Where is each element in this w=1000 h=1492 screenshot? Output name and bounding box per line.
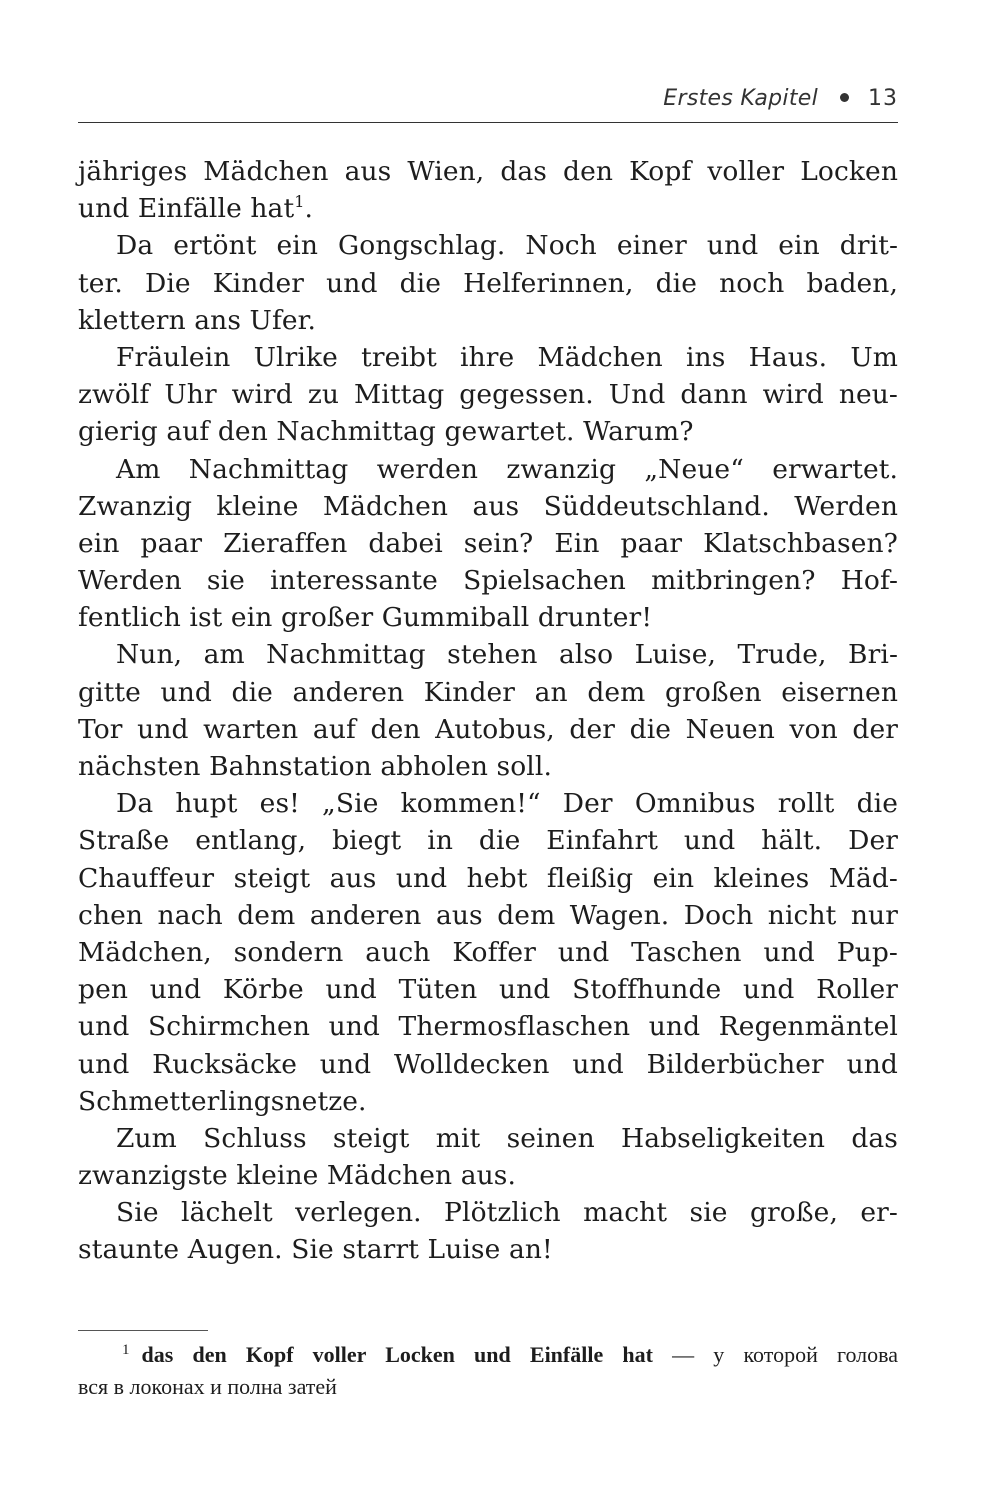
text-line — [78, 265, 898, 302]
line-text: staunte Augen. Sie starrt Luise an! — [78, 1234, 553, 1266]
text-line — [78, 1046, 898, 1083]
footnote-mark: 1 — [122, 1341, 130, 1358]
text-line — [78, 748, 898, 785]
footnote-line-2: вся в локонах и полна затей — [78, 1374, 337, 1399]
line-text: Straße entlang, biegt in die Einfahrt und hält. Der — [78, 825, 898, 857]
footnote-reference: 1 — [294, 192, 305, 212]
text-line — [78, 153, 898, 190]
chapter-title: Erstes Kapitel — [663, 86, 818, 111]
footnote-divider — [78, 1330, 208, 1331]
text-line — [78, 1008, 898, 1045]
running-header — [78, 82, 898, 123]
line-text: und Rucksäcke und Wolldecken und Bilderbücher und — [78, 1048, 898, 1080]
line-text: Werden sie interessante Spielsachen mitbringen? Hof- — [78, 565, 898, 597]
line-text: klettern ans Ufer. — [78, 304, 317, 336]
line-text: zwanzigste kleine Mädchen aus. — [78, 1160, 516, 1192]
line-text: pen und Körbe und Tüten und Stoffhunde und Roller — [78, 974, 898, 1006]
line-text: jähriges Mädchen aus Wien, das den Kopf voller Locken — [78, 156, 898, 187]
text-line — [78, 897, 898, 934]
text-line — [78, 674, 898, 711]
text-line — [78, 1083, 898, 1120]
text-line — [78, 339, 898, 376]
text-line — [78, 376, 898, 413]
text-line — [78, 1157, 898, 1194]
line-text: Nun, am Nachmittag stehen also Luise, Trude, Bri- — [116, 639, 898, 671]
text-line — [78, 711, 898, 748]
text-line — [78, 822, 898, 859]
footnote — [78, 1339, 898, 1403]
line-text: fentlich ist ein großer Gummiball drunter! — [78, 602, 653, 634]
footnote-line-1 — [78, 1339, 898, 1371]
line-text: Da hupt es! „Sie kommen!“ Der Omnibus rollt die — [116, 788, 898, 820]
text-line — [78, 413, 898, 450]
line-text: Chauffeur steigt aus und hebt fleißig ein kleines Mäd- — [78, 862, 898, 894]
text-line — [78, 562, 898, 599]
line-text: gierig auf den Nachmittag gewartet. Warum? — [78, 416, 694, 448]
text-line — [78, 1231, 898, 1268]
line-text: und Einfälle hat — [78, 193, 295, 225]
text-line — [78, 971, 898, 1008]
bullet-separator — [840, 93, 849, 102]
line-punctuation: . — [304, 193, 314, 225]
footnote-term: das den Kopf voller Locken und Einfälle hat — [141, 1342, 653, 1367]
header-content — [663, 86, 898, 111]
text-line — [78, 636, 898, 673]
text-line — [78, 860, 898, 897]
text-line — [78, 599, 898, 636]
text-line — [78, 934, 898, 971]
line-text: und Schirmchen und Thermosflaschen und Regenmäntel — [78, 1011, 898, 1043]
line-text: ter. Die Kinder und die Helferinnen, die noch baden, — [78, 267, 898, 299]
line-text: Schmetterlingsnetze. — [78, 1085, 367, 1117]
text-line — [78, 1120, 898, 1157]
text-line — [78, 488, 898, 525]
line-text: ein paar Zieraffen dabei sein? Ein paar Klatschbasen? — [78, 527, 898, 559]
line-text: Sie lächelt verlegen. Plötzlich macht sie große, er- — [116, 1197, 898, 1229]
text-line — [78, 190, 898, 227]
line-text: Zwanzig kleine Mädchen aus Süddeutschland. Werden — [78, 490, 898, 522]
body-text — [78, 153, 898, 1269]
text-line — [78, 1194, 898, 1231]
line-text: chen nach dem anderen aus dem Wagen. Doch nicht nur — [78, 899, 898, 931]
text-line — [78, 302, 898, 339]
line-text: Tor und warten auf den Autobus, der die Neuen von der — [78, 713, 898, 745]
line-text: Fräulein Ulrike treibt ihre Mädchen ins Haus. Um — [116, 341, 898, 373]
page-number: 13 — [868, 86, 898, 111]
text-line — [78, 525, 898, 562]
line-text: Zum Schluss steigt mit seinen Habseligkeiten das — [116, 1122, 898, 1154]
line-text: Mädchen, sondern auch Koffer und Taschen und Pup- — [78, 936, 898, 968]
text-line — [78, 785, 898, 822]
line-text: zwölf Uhr wird zu Mittag gegessen. Und dann wird neu- — [78, 379, 898, 411]
line-text: Am Nachmittag werden zwanzig „Neue“ erwartet. — [116, 453, 898, 485]
text-line — [78, 227, 898, 264]
line-text: nächsten Bahnstation abholen soll. — [78, 751, 552, 782]
text-line — [78, 451, 898, 488]
footnote-translation-1: — у которой голова — [672, 1342, 899, 1367]
line-text: Da ertönt ein Gongschlag. Noch einer und ein drit- — [116, 230, 898, 262]
line-text: gitte und die anderen Kinder an dem großen eisernen — [78, 676, 898, 708]
